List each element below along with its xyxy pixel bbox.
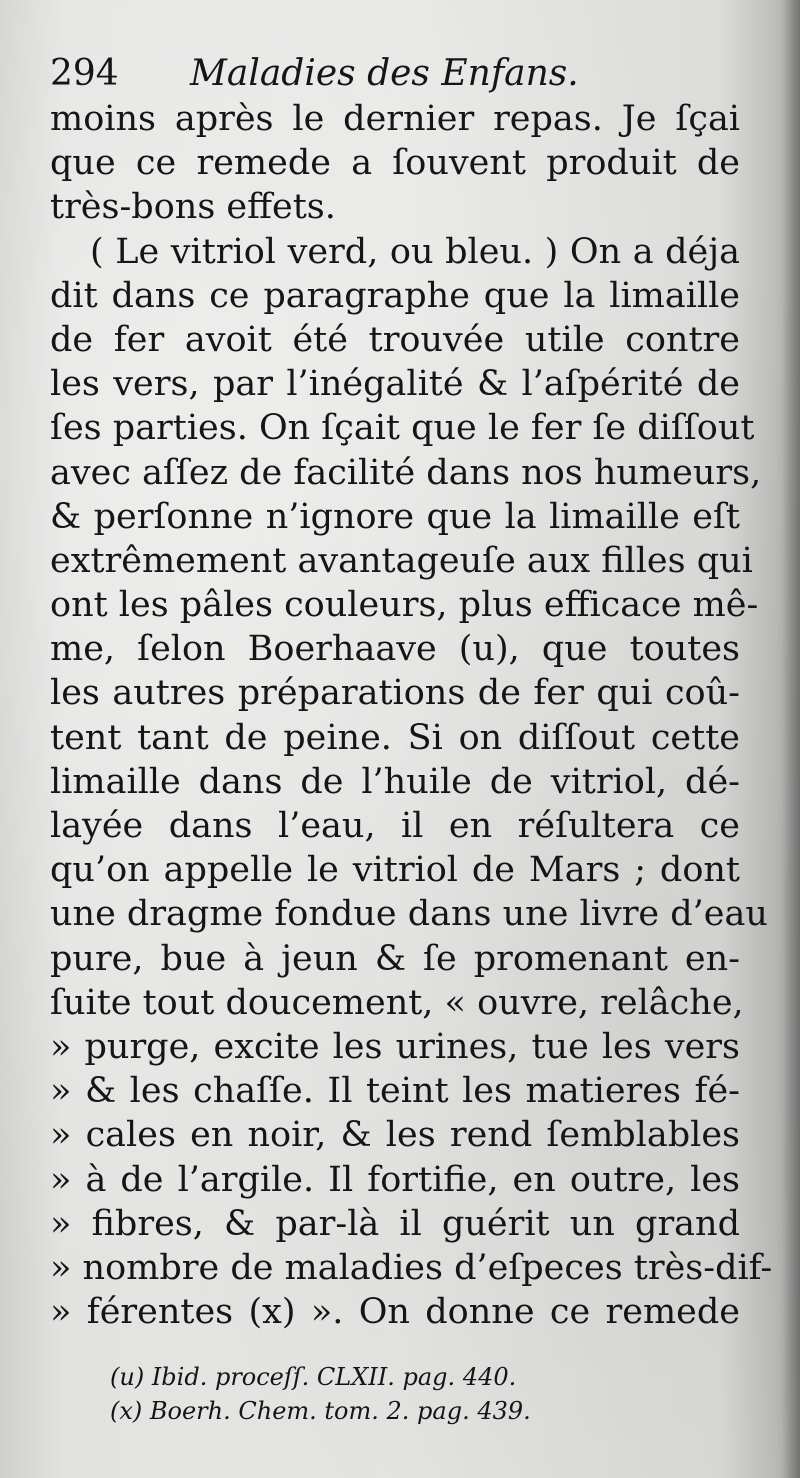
footnote: (x) Boerh. Chem. tom. 2. pag. 439.	[110, 1397, 531, 1425]
text-line: les autres préparations de fer qui coû-	[50, 673, 740, 714]
body-text	[50, 97, 773, 1334]
text-line: » nombre de maladies d’eſpeces très-dif-	[50, 1247, 773, 1288]
text-line: ſuite tout doucement, « ouvre, relâche,	[50, 982, 744, 1023]
page-edge-shadow	[782, 0, 800, 1478]
text-line: » férentes (x) ». On donne ce remede	[50, 1292, 740, 1333]
text-line: » cales en noir, & les rend ſemblables	[50, 1115, 740, 1156]
text-line: » fibres, & par-là il guérit un grand	[50, 1203, 740, 1244]
text-line: ( Le vitriol verd, ou bleu. ) On a déja	[90, 231, 740, 272]
text-line: avec aſſez de facilité dans nos humeurs,	[50, 452, 762, 493]
text-line: moins après le dernier repas. Je ſçai	[50, 99, 740, 139]
text-line: layée dans l’eau, il en réſultera ce	[50, 806, 740, 846]
text-line: les vers, par l’inégalité & l’aſpérité de	[50, 364, 740, 405]
text-line: très-bons effets.	[50, 187, 336, 228]
text-line: extrêmement avantageuſe aux filles qui	[50, 540, 753, 581]
text-line: » à de l’argile. Il fortifie, en outre, les	[50, 1159, 740, 1200]
page-number: 294	[50, 53, 119, 94]
running-head-title: Maladies des Enfans.	[190, 53, 579, 94]
text-line: & perſonne n’ignore que la limaille eſt	[50, 496, 740, 537]
text-line: ſes parties. On ſçait que le fer ſe diſſout	[50, 408, 755, 449]
text-line: dit dans ce paragraphe que la limaille	[50, 275, 740, 316]
text-line: » purge, excite les urines, tue les vers	[50, 1026, 740, 1067]
running-head	[50, 48, 740, 100]
text-line: tent tant de peine. Si on diſſout cette	[50, 717, 740, 758]
text-line: qu’on appelle le vitriol de Mars ; dont	[50, 850, 740, 891]
text-line: me, ſelon Boerhaave (u), que toutes	[50, 629, 740, 670]
text-line: pure, bue à jeun & ſe promenant en-	[50, 938, 740, 979]
footnote: (u) Ibid. proceſſ. CLXII. pag. 440.	[110, 1363, 517, 1391]
text-line: » & les chaſſe. Il teint les matieres fé-	[50, 1071, 740, 1112]
text-line: que ce remede a ſouvent produit de	[50, 143, 740, 184]
text-line: de fer avoit été trouvée utile contre	[50, 319, 740, 360]
text-line: une dragme fondue dans une livre d’eau	[50, 894, 768, 935]
text-line: ont les pâles couleurs, plus efficace mê-	[50, 585, 759, 626]
footnotes	[110, 1360, 670, 1428]
text-line: limaille dans de l’huile de vitriol, dé-	[50, 761, 740, 802]
